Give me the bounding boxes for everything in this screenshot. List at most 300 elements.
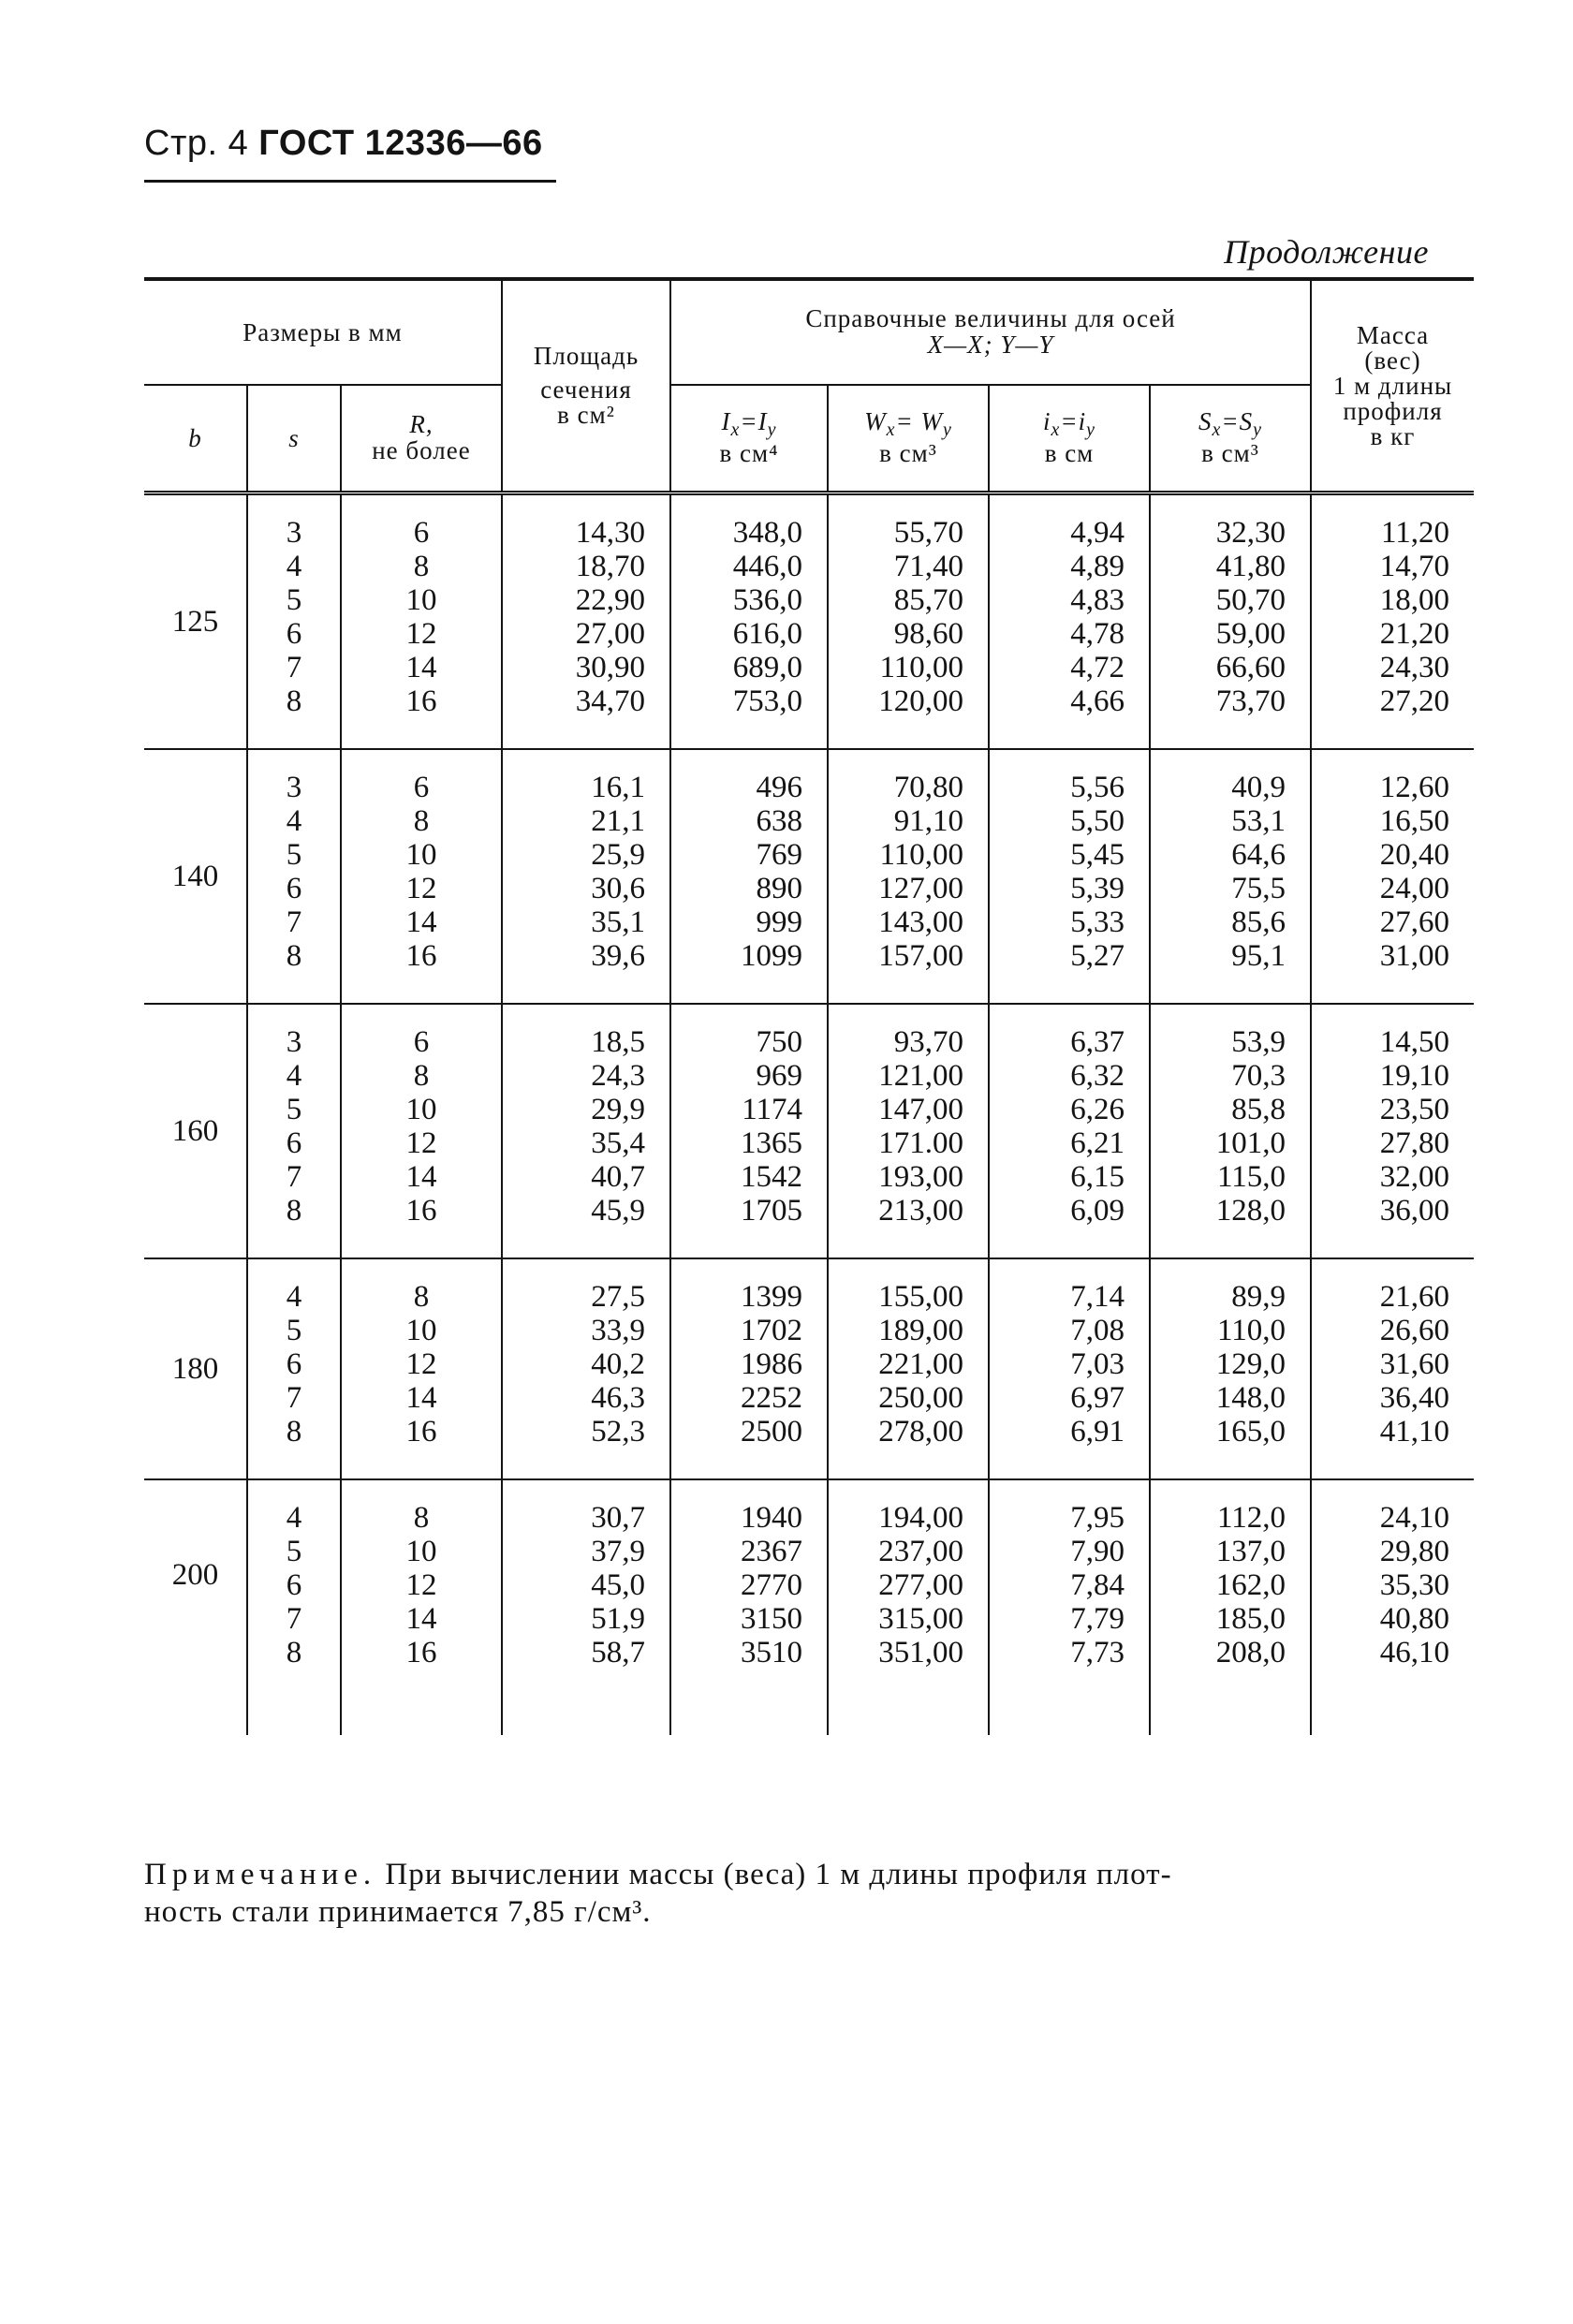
col-i-formula	[990, 409, 1149, 441]
cell-s: 8	[286, 1194, 302, 1228]
cell-i: 6,09	[1070, 1194, 1125, 1228]
cell-wx: 85,70	[893, 583, 963, 617]
cell-mass: 40,80	[1379, 1602, 1449, 1636]
cell-area: 52,3	[591, 1415, 645, 1449]
cell-area: 35,4	[591, 1126, 645, 1160]
cell-mass: 41,10	[1379, 1415, 1449, 1449]
reference-values-line1: Справочные величины для осей	[805, 304, 1176, 332]
cell-r: 14	[405, 1381, 437, 1415]
cell-s: 3	[286, 771, 302, 804]
cell-r: 12	[405, 1568, 437, 1602]
reference-values-line2: X—X; Y—Y	[927, 331, 1054, 359]
cell-i: 4,66	[1070, 684, 1125, 718]
cell-ix: 616,0	[732, 617, 802, 651]
cell-ix: 638	[756, 804, 802, 838]
cell-sx-column	[1150, 1258, 1311, 1479]
cell-wx: 189,00	[878, 1314, 963, 1347]
col-sx-unit: в см³	[1201, 439, 1259, 467]
cell-ix: 689,0	[732, 651, 802, 684]
cell-sx: 50,70	[1215, 583, 1286, 617]
cell-ix: 1099	[741, 939, 802, 973]
i-subscript-y: y	[1086, 419, 1096, 440]
cell-area: 39,6	[591, 939, 645, 973]
cell-mass: 31,60	[1379, 1347, 1449, 1381]
cell-s-column	[247, 1004, 341, 1258]
cell-sx: 85,8	[1231, 1093, 1286, 1126]
cell-ix-column	[670, 1258, 828, 1479]
cell-wx: 250,00	[878, 1381, 963, 1415]
cell-mass-column	[1311, 1004, 1474, 1258]
cell-r: 14	[405, 1602, 437, 1636]
cell-ix-column	[670, 493, 828, 750]
cell-mass-column	[1311, 1258, 1474, 1479]
cell-mass: 14,70	[1379, 550, 1449, 583]
cell-wx: 194,00	[878, 1501, 963, 1535]
cell-s: 6	[286, 1126, 302, 1160]
cell-area: 40,2	[591, 1347, 645, 1381]
cell-wx: 147,00	[878, 1093, 963, 1126]
cell-sx: 165,0	[1215, 1415, 1286, 1449]
cell-mass: 24,00	[1379, 872, 1449, 905]
cell-i: 5,50	[1070, 804, 1125, 838]
cell-mass: 11,20	[1380, 516, 1449, 550]
cell-s: 5	[286, 1093, 302, 1126]
cell-ix: 1986	[741, 1347, 802, 1381]
table-row-group-b180	[144, 1258, 1474, 1479]
cell-sx: 41,80	[1215, 550, 1286, 583]
table-row-group-b200	[144, 1479, 1474, 1735]
cell-r: 16	[405, 684, 437, 718]
cell-s: 6	[286, 872, 302, 905]
sx-symbol: S	[1198, 407, 1213, 435]
cell-s: 7	[286, 1381, 302, 1415]
cell-mass: 27,80	[1379, 1126, 1449, 1160]
wx-equals: = W	[895, 407, 943, 435]
cell-b: 180	[144, 1258, 247, 1479]
cell-mass: 23,50	[1379, 1093, 1449, 1126]
cell-sx: 148,0	[1215, 1381, 1286, 1415]
cell-mass: 14,50	[1379, 1025, 1449, 1059]
col-i-unit: в см	[1044, 439, 1095, 467]
table-row-group-b125	[144, 493, 1474, 750]
table-row-group-b140	[144, 749, 1474, 1004]
cell-s: 4	[286, 804, 302, 838]
footnote-text-line2: ность стали принимается 7,85 г/см³.	[144, 1895, 652, 1929]
footnote-text-line1: При вычислении массы (веса) 1 м длины профиля плот-	[385, 1858, 1172, 1891]
cell-area: 30,7	[591, 1501, 645, 1535]
table-row-group-b160	[144, 1004, 1474, 1258]
cell-r: 14	[405, 905, 437, 939]
cell-wx: 278,00	[878, 1415, 963, 1449]
cell-sx: 32,30	[1215, 516, 1286, 550]
cell-mass: 31,00	[1379, 939, 1449, 973]
cell-area: 16,1	[591, 771, 645, 804]
cell-r: 6	[413, 516, 430, 550]
wx-symbol: W	[864, 407, 887, 435]
cell-area: 27,00	[575, 617, 645, 651]
cell-r-column	[341, 1004, 502, 1258]
cell-area: 51,9	[591, 1602, 645, 1636]
cell-r-column	[341, 1258, 502, 1479]
cell-s-column	[247, 749, 341, 1004]
cell-i: 6,97	[1070, 1381, 1125, 1415]
cell-r: 12	[405, 1126, 437, 1160]
cell-ix: 2770	[741, 1568, 802, 1602]
cell-s: 8	[286, 684, 302, 718]
i-equals: =i	[1060, 407, 1087, 435]
cell-area: 40,7	[591, 1160, 645, 1194]
cell-i: 4,72	[1070, 651, 1125, 684]
cell-area: 24,3	[591, 1059, 645, 1093]
cell-b: 160	[144, 1004, 247, 1258]
cell-i: 6,32	[1070, 1059, 1125, 1093]
cell-ix-column	[670, 749, 828, 1004]
cell-area: 35,1	[591, 905, 645, 939]
cell-ix: 890	[756, 872, 802, 905]
cell-sx: 40,9	[1231, 771, 1286, 804]
cell-i: 6,26	[1070, 1093, 1125, 1126]
cell-i-column	[989, 1258, 1150, 1479]
cell-sx: 101,0	[1215, 1126, 1286, 1160]
cell-s: 7	[286, 1602, 302, 1636]
cell-area: 27,5	[591, 1280, 645, 1314]
cell-i: 5,56	[1070, 771, 1125, 804]
area-header-line1: Площадь	[533, 342, 639, 370]
cell-i: 6,91	[1070, 1415, 1125, 1449]
col-wx-unit: в см³	[879, 439, 937, 467]
cell-i: 7,79	[1070, 1602, 1125, 1636]
col-r-header-line1: R,	[409, 410, 434, 438]
cell-sx: 129,0	[1215, 1347, 1286, 1381]
cell-wx: 143,00	[878, 905, 963, 939]
table-header	[144, 279, 1474, 493]
mass-header	[1311, 279, 1474, 493]
cell-mass: 27,20	[1379, 684, 1449, 718]
cell-wx: 110,00	[879, 838, 963, 872]
cell-i: 5,39	[1070, 872, 1125, 905]
col-wx-header	[828, 385, 989, 493]
cell-ix: 2500	[741, 1415, 802, 1449]
cell-ix: 2252	[741, 1381, 802, 1415]
cell-ix: 3150	[741, 1602, 802, 1636]
col-ix-formula	[671, 409, 827, 441]
cell-wx: 93,70	[893, 1025, 963, 1059]
cell-i: 4,78	[1070, 617, 1125, 651]
cell-mass-column	[1311, 1479, 1474, 1735]
cell-area-column	[502, 493, 670, 750]
cell-wx-column	[828, 749, 989, 1004]
cell-i: 7,95	[1070, 1501, 1125, 1535]
cell-wx-column	[828, 1004, 989, 1258]
cell-i-column	[989, 493, 1150, 750]
cell-wx: 351,00	[878, 1636, 963, 1669]
cell-mass-column	[1311, 749, 1474, 1004]
cell-ix: 496	[756, 771, 802, 804]
cell-ix: 446,0	[732, 550, 802, 583]
cell-ix-column	[670, 1479, 828, 1735]
cell-area: 45,9	[591, 1194, 645, 1228]
cell-i: 4,89	[1070, 550, 1125, 583]
cell-r: 10	[405, 1314, 437, 1347]
cell-sx-column	[1150, 493, 1311, 750]
area-header-line2: сечения	[540, 375, 632, 404]
cell-i: 4,94	[1070, 516, 1125, 550]
cell-r: 10	[405, 1535, 437, 1568]
cell-sx-column	[1150, 749, 1311, 1004]
cell-s: 8	[286, 939, 302, 973]
cell-area: 14,30	[575, 516, 645, 550]
cell-r: 8	[413, 1501, 430, 1535]
cell-i: 7,03	[1070, 1347, 1125, 1381]
cell-s: 8	[286, 1636, 302, 1669]
cell-sx: 70,3	[1231, 1059, 1286, 1093]
cell-wx: 55,70	[893, 516, 963, 550]
cell-r: 14	[405, 1160, 437, 1194]
cell-ix: 1365	[741, 1126, 802, 1160]
cell-area: 46,3	[591, 1381, 645, 1415]
cell-wx: 315,00	[878, 1602, 963, 1636]
cell-ix: 3510	[741, 1636, 802, 1669]
cell-wx: 157,00	[878, 939, 963, 973]
cell-ix: 1399	[741, 1280, 802, 1314]
standard-number: ГОСТ 12336—66	[258, 124, 543, 163]
cell-i: 5,33	[1070, 905, 1125, 939]
table-body	[144, 493, 1474, 1736]
cell-s: 5	[286, 838, 302, 872]
mass-header-line4: профиля	[1343, 396, 1443, 425]
cell-sx-column	[1150, 1479, 1311, 1735]
wx-subscript: x	[886, 419, 896, 440]
cell-mass: 24,30	[1379, 651, 1449, 684]
cell-wx: 91,10	[893, 804, 963, 838]
cell-b: 200	[144, 1479, 247, 1735]
cell-ix: 969	[756, 1059, 802, 1093]
cell-s: 4	[286, 1280, 302, 1314]
col-ix-unit: в см⁴	[719, 439, 779, 467]
mass-header-line2: (вес)	[1364, 346, 1421, 375]
cell-i-column	[989, 1479, 1150, 1735]
cell-s-column	[247, 493, 341, 750]
cell-b: 125	[171, 605, 219, 639]
cell-r-column	[341, 493, 502, 750]
cell-mass: 20,40	[1379, 838, 1449, 872]
cell-ix: 1542	[741, 1160, 802, 1194]
col-wx-formula	[829, 409, 988, 441]
cell-r: 6	[413, 771, 430, 804]
cell-sx: 115,0	[1216, 1160, 1286, 1194]
cell-r: 10	[405, 1093, 437, 1126]
cell-wx: 277,00	[878, 1568, 963, 1602]
cell-mass: 24,10	[1379, 1501, 1449, 1535]
cell-ix: 750	[756, 1025, 802, 1059]
cell-area: 30,6	[591, 872, 645, 905]
cell-sx: 59,00	[1215, 617, 1286, 651]
cell-sx-column	[1150, 1004, 1311, 1258]
cell-sx: 73,70	[1215, 684, 1286, 718]
ix-subscript-y: y	[767, 419, 777, 440]
cell-r: 8	[413, 1280, 430, 1314]
header-rule	[144, 180, 556, 183]
col-r-header-line2: не более	[372, 436, 471, 464]
cell-area: 37,9	[591, 1535, 645, 1568]
col-r-header	[341, 385, 502, 493]
cell-i: 6,15	[1070, 1160, 1125, 1194]
cell-ix: 2367	[741, 1535, 802, 1568]
cell-s: 4	[286, 1501, 302, 1535]
cell-i: 5,45	[1070, 838, 1125, 872]
cell-sx: 75,5	[1231, 872, 1286, 905]
col-sx-header	[1150, 385, 1311, 493]
cell-r: 6	[413, 1025, 430, 1059]
cell-s: 5	[286, 1314, 302, 1347]
cell-mass: 12,60	[1379, 771, 1449, 804]
cell-r-column	[341, 749, 502, 1004]
cell-sx: 95,1	[1231, 939, 1286, 973]
cell-wx-column	[828, 493, 989, 750]
cell-r: 8	[413, 1059, 430, 1093]
cell-mass: 26,60	[1379, 1314, 1449, 1347]
cell-area: 21,1	[591, 804, 645, 838]
cell-i: 6,37	[1070, 1025, 1125, 1059]
cell-wx: 155,00	[878, 1280, 963, 1314]
sx-subscript-y: y	[1253, 419, 1262, 440]
cell-sx: 128,0	[1215, 1194, 1286, 1228]
cell-mass: 18,00	[1379, 583, 1449, 617]
cell-mass: 36,40	[1379, 1381, 1449, 1415]
cell-s: 5	[286, 1535, 302, 1568]
cell-sx: 53,9	[1231, 1025, 1286, 1059]
cell-i-column	[989, 749, 1150, 1004]
cell-s: 4	[286, 550, 302, 583]
cell-s: 3	[286, 1025, 302, 1059]
cell-r: 8	[413, 550, 430, 583]
cell-wx: 70,80	[893, 771, 963, 804]
cell-s: 7	[286, 651, 302, 684]
ix-equals: =I	[740, 407, 768, 435]
footnote	[144, 1856, 1474, 1931]
cell-s-column	[247, 1479, 341, 1735]
cell-i-column	[989, 1004, 1150, 1258]
wx-subscript-y: y	[942, 419, 952, 440]
cell-wx-column	[828, 1479, 989, 1735]
sx-equals: =S	[1221, 407, 1254, 435]
cell-area: 22,90	[575, 583, 645, 617]
cell-ix: 1702	[741, 1314, 802, 1347]
dimensions-group-header	[144, 279, 502, 385]
cell-sx: 112,0	[1216, 1501, 1286, 1535]
cell-mass-column	[1311, 493, 1474, 750]
cell-sx: 137,0	[1215, 1535, 1286, 1568]
i-subscript: x	[1051, 419, 1061, 440]
cell-r: 12	[405, 872, 437, 905]
cell-area: 29,9	[591, 1093, 645, 1126]
continuation-label: Продолжение	[1224, 233, 1429, 271]
cell-wx: 71,40	[893, 550, 963, 583]
cell-i: 5,27	[1070, 939, 1125, 973]
cell-mass: 46,10	[1379, 1636, 1449, 1669]
cell-sx: 64,6	[1231, 838, 1286, 872]
area-header-line3: в см²	[557, 401, 615, 429]
cell-r: 16	[405, 1415, 437, 1449]
cell-r: 8	[413, 804, 430, 838]
footnote-label: Примечание.	[144, 1858, 377, 1891]
cell-i: 7,08	[1070, 1314, 1125, 1347]
cell-r: 16	[405, 1636, 437, 1669]
cell-area: 33,9	[591, 1314, 645, 1347]
cell-sx: 53,1	[1231, 804, 1286, 838]
cell-mass: 21,60	[1379, 1280, 1449, 1314]
cell-wx: 127,00	[878, 872, 963, 905]
cell-i: 7,84	[1070, 1568, 1125, 1602]
cell-wx: 121,00	[878, 1059, 963, 1093]
dimensions-group-label: Размеры в мм	[243, 317, 403, 346]
cell-s-column	[247, 1258, 341, 1479]
cell-ix: 999	[756, 905, 802, 939]
cell-i: 7,14	[1070, 1280, 1125, 1314]
cell-i: 4,83	[1070, 583, 1125, 617]
cell-mass: 36,00	[1379, 1194, 1449, 1228]
col-s-header: s	[247, 385, 341, 493]
cell-r: 10	[405, 838, 437, 872]
cell-sx: 208,0	[1215, 1636, 1286, 1669]
cell-mass: 27,60	[1379, 905, 1449, 939]
cell-sx: 85,6	[1231, 905, 1286, 939]
area-header	[502, 279, 670, 493]
cell-wx: 193,00	[878, 1160, 963, 1194]
cell-r-column	[341, 1479, 502, 1735]
cell-wx: 98,60	[893, 617, 963, 651]
cell-sx: 89,9	[1231, 1280, 1286, 1314]
cell-ix: 1940	[741, 1501, 802, 1535]
cell-ix-column	[670, 1004, 828, 1258]
cell-ix: 536,0	[732, 583, 802, 617]
cell-mass: 35,30	[1379, 1568, 1449, 1602]
cell-s: 6	[286, 1568, 302, 1602]
cell-s: 6	[286, 617, 302, 651]
cell-s: 4	[286, 1059, 302, 1093]
cell-area-column	[502, 1004, 670, 1258]
cell-s: 8	[286, 1415, 302, 1449]
col-b-header: b	[144, 385, 247, 493]
cell-r: 14	[405, 651, 437, 684]
cell-mass: 16,50	[1379, 804, 1449, 838]
cell-r: 12	[405, 1347, 437, 1381]
cell-b: 140	[144, 749, 247, 1004]
col-i-header	[989, 385, 1150, 493]
cell-area-column	[502, 749, 670, 1004]
cell-mass: 21,20	[1379, 617, 1449, 651]
cell-area: 18,5	[591, 1025, 645, 1059]
cell-area: 45,0	[591, 1568, 645, 1602]
cell-s: 5	[286, 583, 302, 617]
cell-area: 30,90	[575, 651, 645, 684]
cell-area: 18,70	[575, 550, 645, 583]
cell-sx: 110,0	[1216, 1314, 1286, 1347]
cell-s: 7	[286, 1160, 302, 1194]
col-sx-formula	[1151, 409, 1310, 441]
cell-wx: 237,00	[878, 1535, 963, 1568]
cell-sx: 162,0	[1215, 1568, 1286, 1602]
cell-area: 25,9	[591, 838, 645, 872]
cell-wx: 110,00	[879, 651, 963, 684]
profile-table-container	[144, 277, 1474, 1735]
page-number: Стр. 4	[144, 124, 249, 163]
mass-header-line5: в кг	[1370, 421, 1416, 450]
cell-wx-column	[828, 1258, 989, 1479]
cell-r: 16	[405, 1194, 437, 1228]
cell-wx: 120,00	[878, 684, 963, 718]
ix-symbol: I	[721, 407, 731, 435]
